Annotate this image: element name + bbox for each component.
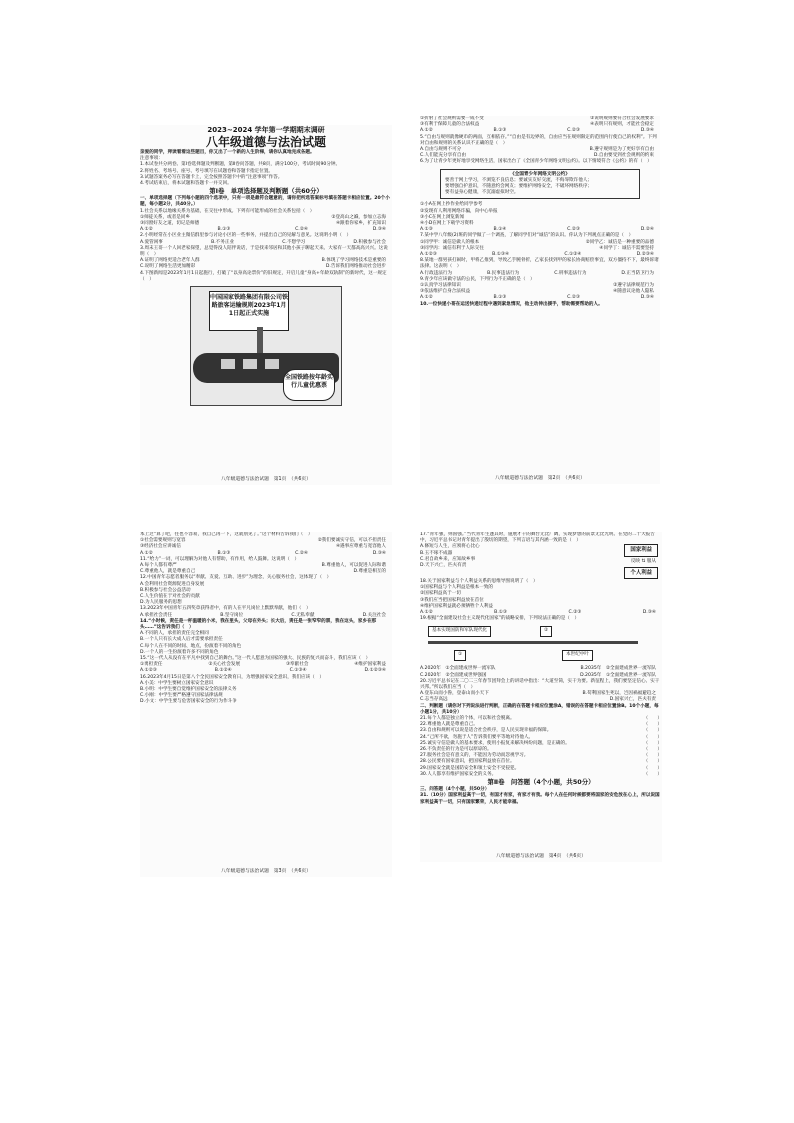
q15-answer-a: A.①②③: [140, 668, 157, 674]
exam-page-3: [140, 532, 392, 877]
judgment-27: 27.服务社会是有意义的，不能因为劳动而忽视学习。 （ ）: [420, 753, 662, 759]
q3-option-d: D.告诉我们网络推动社会进步: [325, 264, 386, 270]
q3-option-a: A.证明了网络更适合老年人群: [140, 258, 200, 264]
pact-line-3: 要有益身心健康，不沉溺虚拟时空。: [445, 190, 519, 196]
q16-option-b: B.小明：中学生要自觉维护国家安全的法律义务: [140, 687, 237, 693]
q7-stmt-2: ②同学乙：诚信是一种重要的品德: [585, 239, 654, 245]
part-2-header: 二、判断题（请你对下列说法进行判断，正确的在答题卡相应位置涂A，错误的在答题卡相应位置涂B。10个小题，每小题1分，共10分）: [420, 703, 659, 715]
section-2-title: 第Ⅱ卷 问答题（4个小题，共50分）: [487, 778, 595, 787]
q18-stmt-1: ①国家利益与个人利益是根本一致的: [420, 585, 494, 591]
q1-answer-d: D.③④: [372, 227, 386, 233]
civility-pact-box: [440, 169, 640, 200]
part-1-header: 一、单项选择题（下列每小题的四个选项中，只有一项是最符合题意的，请你把所选答案标号填在答题卡相应位置。20个小题，每小题2分，共40分。）: [140, 196, 390, 208]
page-footer: 八年级道德与法治试题 第3页 （共6页）: [220, 868, 312, 874]
q4-answer-a: A.①②: [420, 128, 433, 134]
q10-answer-c: C.②④: [295, 550, 308, 556]
q5-option-b: B.遵守规则是为了更好享有自由: [589, 147, 654, 153]
q20-option-a: A.登东山而小鲁，登泰山而小天下: [420, 691, 489, 697]
question-10: 10.一位快递小哥在运送快递过程中遇到紧急情况，他主动伸出援手，帮助需要帮助的人。: [420, 301, 603, 307]
instruction-3: 3.试题答案务必写在答题卡上，完全按照答题卡中的“注意事项”作答。: [140, 174, 283, 180]
q4-stmt-2: ②说明规则要符合社会发展要求: [590, 116, 654, 121]
q4-stmt-1: ①折射了社会规则需要一成不变: [420, 116, 484, 121]
q6-answer-b: B.①④: [493, 227, 507, 233]
q18-stmt-2: ②国家利益高于一切: [420, 591, 461, 597]
q9-stmt-3: ③依法维护自身合法权益: [420, 289, 471, 295]
train-window: [221, 359, 235, 369]
diagram-relations: 反映 ⇅ 服从: [630, 558, 656, 564]
q15-stmt-1: ①勇担责任: [140, 662, 163, 668]
train-window: [243, 359, 257, 369]
q9-answer-d: D.③④: [640, 295, 654, 301]
q11-option-a: A.每个人都有尊严: [140, 563, 177, 569]
q9-answer-a: A.①②: [420, 295, 433, 301]
question-11: 11.“给力”一词，可以理解为对他人有帮助，有作用，给人鼓舞。这说明（ ）: [140, 556, 300, 562]
timeline-arrow: [428, 641, 638, 644]
q1-stmt-4: ④跟着你家乡，扩充知识: [335, 221, 386, 227]
timeline-end-box: 本世纪中叶: [562, 650, 593, 660]
q7-answer-d: D.②③④: [636, 252, 654, 258]
question-12: 12.中国青年志愿者服务以“奉献、友爱、互助、进步”为理念，关心服务社会，这体现了（ ）: [140, 575, 332, 581]
judgment-24: 24.“己所不欲，勿施于人”告诉我们要平等地对待他人。 （ ）: [420, 734, 662, 740]
question-1: 1.社会关系以地缘关系为基础，在交往中形成。下列有可能形成的社会关系包括（ ）: [140, 208, 315, 214]
reflects-label: 反映: [630, 558, 641, 564]
q19-option-b: B.2035年 ②全面建成世界一流军队: [580, 666, 656, 672]
instruction-2: 2.将姓名、考场号、座号、考号填写在试题卷和答题卡指定位置。: [140, 168, 274, 174]
q9-stmt-4: ④随意议论他人隐私: [613, 289, 654, 295]
q20-option-b: B.苟利国家生死以，岂因祸福避趋之: [582, 691, 656, 697]
q12-option-d: D.为人民服务的思想: [140, 600, 182, 606]
q19-option-c: C.2020年 ②全面建成世界强国: [420, 672, 487, 678]
q7-stmt-4: ④同学丁：诚信不需要坚持: [599, 245, 654, 251]
q9-answer-b: B.①③: [493, 295, 507, 301]
judgment-30: 30.人人都享有维护国家安全的义务。 （ ）: [420, 771, 662, 777]
page-footer: 八年级道德与法治试题 第4页 （共6页）: [495, 853, 587, 859]
q12-option-a: A.会利用社会资源促进自身发展: [140, 581, 205, 587]
q17-options: [420, 544, 606, 579]
q6-stmt-3: ③小C在网上浏览新闻: [420, 214, 465, 220]
q7-answer-c: C.①②④: [564, 252, 582, 258]
q9-answer-c: C.②③: [567, 295, 580, 301]
question-5: 5.“自由与规则就像硬币的两面，互相依存。”“自由是有边界的，自由应当在规则限定的范围内行使自己的权利”。下列对自由和规则的关系认识不正确的是（ ）: [420, 134, 657, 146]
question-6: 6.为了让青少年更好地享受网络生活，国家出台了《全国青少年网络文明公约》。以下情境符合《公约》的有（ ）: [420, 159, 652, 165]
q18-answer-b: B.①③: [494, 610, 508, 616]
q1-answer-c: C.②④: [295, 227, 308, 233]
instruction-4: 4.考试结束后，将本试题和答题卡一并交回。: [140, 181, 232, 187]
q4-answer-d: D.③④: [640, 128, 654, 134]
q19-option-d: D.2035年 ①全面建成世界一流军队: [580, 672, 656, 678]
question-7: 7.某中学八年级(2)班的同学做了一个调查，了解同学们对“诚信”的认识。你认为下列观点正确的是（ ）: [420, 233, 634, 239]
q8-option-b: B.民事违法行为: [487, 270, 520, 276]
interest-diagram: [606, 544, 662, 579]
q7-answer-b: B.①③④: [492, 252, 510, 258]
q17-option-b: B.玉不琢不成器: [420, 550, 453, 556]
strategy-timeline: [420, 624, 662, 664]
q10-stmt-2: ②我们要诚实守信，可以不担责任: [317, 538, 386, 544]
exam-page-4: [420, 532, 662, 862]
q10-stmt-4: ④遇事应尊重与宽容他人: [335, 544, 386, 550]
q14-option-c: C.每个人在不同的时间、地点，扮演着不同的角色: [140, 643, 242, 649]
q18-answer-c: C.②③: [568, 610, 582, 616]
q2-option-d: D.积极参与社会: [353, 239, 386, 245]
q15-stmt-2: ②关心社会发展: [208, 662, 241, 668]
q7-stmt-3: ③同学丙：诚信有利于人际交往: [420, 245, 484, 251]
question-13: 13.2023年中国青年五四奖章获得者中，有的人在平凡岗位上默默奉献，他们（ ）: [140, 606, 311, 612]
timeline-mid-box: ②: [540, 626, 552, 636]
q5-option-a: A.自由与规则不可分: [420, 147, 462, 153]
q7-answer-a: A.①②③: [420, 252, 437, 258]
question-31: 31.（10分）国家利益高于一切，有国才有家，有家才有我。每个人在任何时候都要将国家的安危放在心上，所以说国家利益高于一切，只有国家繁荣，人民才能幸福。: [420, 793, 660, 805]
obeys-label: 服从: [646, 558, 656, 564]
q1-stmt-3: ③同窗好友之道，切记是师德: [140, 221, 200, 227]
q11-option-c: C.尊重他人，就是尊重自己: [140, 569, 196, 575]
judgment-25: 25.诚实守信是做人的基本要求，使用小报复来解决纠纷问题，是正确的。 （ ）: [420, 740, 662, 746]
q17-option-a: A.修短与人生，应须将心比心: [420, 544, 480, 550]
national-interest-box: 国家利益: [624, 544, 658, 556]
q6-stmt-4: ④小D在网上下载学习资料: [420, 221, 474, 227]
q13-option-d: D.关注社会: [362, 612, 386, 618]
q18-stmt-4: ④维护国家利益就必须牺牲个人利益: [420, 603, 494, 609]
instructions-label: 注意事项：: [140, 156, 163, 162]
q1-stmt-1: ①师徒关系，或者是同乡: [140, 214, 191, 220]
q5-option-d: D.自由要受到社会规则的约束: [593, 153, 654, 159]
q15-answer-d: D.①②③④: [364, 668, 386, 674]
pact-title: 《全国青少年网络文明公约》: [510, 171, 570, 177]
judgment-22: 22.尊重他人就是尊重自己。 （ ）: [420, 722, 662, 728]
q15-answer-b: B.①②④: [214, 668, 232, 674]
question-4: 4.下图新闻是2023年1月1日起施行，打破了“以身高论票价”的旧规定，开启儿童“身高+年龄双轨制”的新时代，这一规定（ ）: [140, 270, 387, 282]
q7-stmt-1: ①同学甲：诚信是做人的根本: [420, 239, 480, 245]
q4-answer-c: C.②③: [567, 128, 580, 134]
page-footer: 八年级道德与法治试题 第2页 （共6页）: [494, 475, 586, 481]
personal-interest-box: 个人利益: [624, 567, 658, 579]
question-8: 8.某地一群男孩打闹时，甲将乙推到，导致乙手腕骨折，乙家长找到甲的家长协商赔偿事宜，双方僵持不下，最终诉诸法律。这表明（ ）: [420, 258, 659, 270]
q13-option-c: C.无私奉献: [291, 612, 315, 618]
q1-stmt-2: ②登高山之巅，参加立志海: [331, 214, 386, 220]
q13-option-b: B.坚守岗位: [220, 612, 244, 618]
q6-answer-a: A.①③: [420, 227, 433, 233]
q6-answer-c: C.②③: [567, 227, 580, 233]
judgment-21: 21.每个人都是独立的个体，可以和社会脱离。 （ ）: [420, 716, 662, 722]
q11-option-b: B.尊重他人，可以促进人际和谐: [321, 563, 386, 569]
q13-option-a: A.承担社会责任: [140, 612, 173, 618]
exam-subject-title: 八年级道德与法治试题: [205, 135, 326, 149]
page-footer: 八年级道德与法治试题 第1页 （共6页）: [220, 476, 312, 482]
q11-option-d: D.尊重是相互的: [353, 569, 386, 575]
instruction-1: 1.本试卷共分两卷。第Ⅰ卷选择题及判断题，第Ⅱ卷问答题，共8页，满分100分，考试时间90分钟。: [140, 162, 341, 168]
child-ticket-sign: 全国铁路按年龄实行儿童优惠票: [283, 369, 335, 401]
railway-news-illustration: [190, 286, 342, 406]
q18-stmt-3: ③我们应当把国家利益放在首位: [420, 597, 484, 603]
q19-option-a: A.2020年 ①全面建成世界一流军队: [420, 666, 496, 672]
pact-line-1: 要善于网上学习，不浏览不良信息；要诚实友好交流，不侮辱欺诈他人；: [445, 177, 593, 183]
question-17: 17.“青年强，则国强。”当代青年生逢其时，施展才干的舞台无比广阔，实现梦想的前景无比光明。在党的二十大报告中，习近平总书记对青年提出了殷切的期望，下列言语与其内涵一致的是（ ）: [420, 532, 655, 544]
question-18: 18.关于国家利益与个人利益关系的思维导图说明了（ ）: [420, 579, 538, 585]
q17-option-c: C.君自故乡来，应知故乡事: [420, 556, 476, 562]
q17-block: [420, 544, 662, 579]
q2-option-b: B.不务正业: [211, 239, 235, 245]
question-15: 15.“这一代人从没有在平凡中找到自己的舞台。”这一代人愿意为国家的强大、民族的复兴而奋斗，我们应该（ ）: [140, 656, 371, 662]
question-9: 9.青少年应该做守法的公民，下列行为不正确的是（ ）: [420, 276, 535, 282]
q1-answer-a: A.①②: [140, 227, 153, 233]
train-window: [265, 359, 279, 369]
pact-line-2: 要增强自护意识，不随意约会网友；要维护网络安全，不破坏网络秩序；: [445, 184, 593, 190]
q15-stmt-4: ④维护国家利益: [354, 662, 386, 668]
q10-answer-b: B.①③: [217, 550, 231, 556]
question-3: 3.周末王哥一个人回老家探望，总觉得没人陪伴说话，于是找来邻居和其他小孩子聊起天来。大家有一天都高高兴兴。这说明（ ）: [140, 245, 388, 258]
q10-continued: 本上过“算了吧，往也不容易，我自己再一下，这就别见了。”这个材料告诉我们（ ）: [140, 532, 313, 537]
q20-option-c: C.志当存高远: [420, 697, 448, 703]
q8-option-d: D.正当防卫行为: [621, 270, 654, 276]
q16-option-a: A.小美：中学生要树立国家安全意识: [140, 680, 214, 686]
question-14: 14.“小时候，责任是一杯温暖的小米，我在里头，父母在外头；长大后，责任是一张窄窄的票，我在这头，家乡在那头……”这告诉我们（ ）: [140, 618, 377, 631]
question-19: 19.根据“全面建设社会主义现代化国家”的战略安排，下列说法正确的是（ ）: [420, 616, 580, 622]
q8-option-c: C.刑事违法行为: [554, 270, 587, 276]
q2-option-a: A.爱管闲事: [140, 239, 163, 245]
q9-stmt-2: ②遵守法律规范行为: [613, 283, 654, 289]
q10-answer-a: A.①②: [140, 550, 153, 556]
question-20: 20.习近平总书记在二〇二三年春节团拜会上的讲话中指出：“大道至简，实干为要。新征程上，我们要坚定信心、实干兴邦。”所以我们应当（ ）: [420, 678, 660, 691]
judgment-26: 26.不负责任的行为是可以原谅的。 （ ）: [420, 747, 662, 753]
q15-stmt-3: ③奉献社会: [285, 662, 309, 668]
q6-stmt-1: ①小A在网上抄作业给同学参考: [420, 202, 483, 208]
q3-option-b: B.体现了学习网络技术是重要的: [321, 258, 386, 264]
timeline-start-box: 基本实现国防和军队现代化: [428, 626, 491, 636]
q14-option-a: A.不同的人，承担的责任完全相同: [140, 631, 209, 637]
q9-stmt-1: ①认真学习法律知识: [420, 283, 461, 289]
q10-stmt-1: ①社会需要规则与宽容: [140, 538, 186, 544]
q3-option-c: C.说明了网络生活更加精彩: [140, 264, 196, 270]
q6-stmt-2: ②发现有人利用网络诈骗，向中心举报: [420, 208, 498, 214]
exam-term-title: 2023~2024 学年第一学期期末调研: [207, 126, 325, 134]
question-2: 2.小明经常在小区业主微信群里参与讨论小区的一些事务，并提出自己的见解与意见。这说明小明（ ）: [140, 233, 352, 239]
q12-option-c: C.人生价值在于对社会的贡献: [140, 594, 200, 600]
q14-option-d: D.一个人的一生扮演着许多不同的角色: [140, 649, 219, 655]
q10-stmt-3: ③经济社会应讲诚信: [140, 544, 181, 550]
q4-stmt-4: ④表明只有规则，才能社会稳定: [590, 122, 654, 128]
q8-option-a: A.行政违法行为: [420, 270, 453, 276]
judgment-23: 23.自由和规则可以说是适合社会秩序，是人民实现幸福的保障。 （ ）: [420, 728, 662, 734]
part-3-header: 三、问答题（4个小题，共50分）: [420, 787, 490, 793]
judgment-28: 28.公民要有国家意识，把国家利益放在首位。 （ ）: [420, 759, 662, 765]
q18-answer-a: A.①②: [420, 610, 433, 616]
section-1-title: 第Ⅰ卷 单项选择题及判断题（共60分）: [209, 187, 323, 196]
q4-answer-b: B.①③: [493, 128, 507, 134]
timeline-node-1: ①: [454, 650, 466, 660]
judgment-29: 29.国家安全就是国防安全和领土安全不受侵犯。 （ ）: [420, 765, 662, 771]
exam-page-1: [140, 125, 392, 485]
q18-answer-d: D.③④: [642, 610, 656, 616]
q14-option-b: B.一个人只有长大成人后才需要承担责任: [140, 637, 223, 643]
exam-page-2: [420, 116, 660, 484]
q12-option-b: B.积极参与社会公益活动: [140, 587, 191, 593]
q16-option-c: C.小刚：中学生要严格遵守国家法律法规: [140, 693, 223, 699]
q20-option-d: D.国家兴亡，匹夫有责: [609, 697, 656, 703]
question-16: 16.2023年4月15日是第八个全民国家安全教育日，为增强国家安全意识，我们应该（ ）: [140, 674, 324, 680]
q5-option-c: C.人们能充分享有自由: [420, 153, 467, 159]
q17-option-d: D.天下兴亡，匹夫有责: [420, 563, 467, 569]
q4-stmt-3: ③有利于保障儿童的合法权益: [420, 122, 480, 128]
q10-answer-d: D.③④: [372, 550, 386, 556]
q2-option-c: C.不想学习: [282, 239, 306, 245]
q1-answer-b: B.①③: [217, 227, 231, 233]
q6-answer-d: D.②④: [640, 227, 654, 233]
greeting-text: 亲爱的同学，拜读看看这些题目，你又出了一个新的人生阶梯，请你认真地完成各题。: [140, 150, 315, 155]
q16-option-d: D.小文：中学生要与危害国家安全的行为作斗争: [140, 699, 237, 705]
railway-rules-sign: 中国国家铁路集团有限公司铁路旅客运输规则2023年1月1日起正式实施: [209, 291, 289, 331]
q15-answer-c: C.①③④: [289, 668, 307, 674]
